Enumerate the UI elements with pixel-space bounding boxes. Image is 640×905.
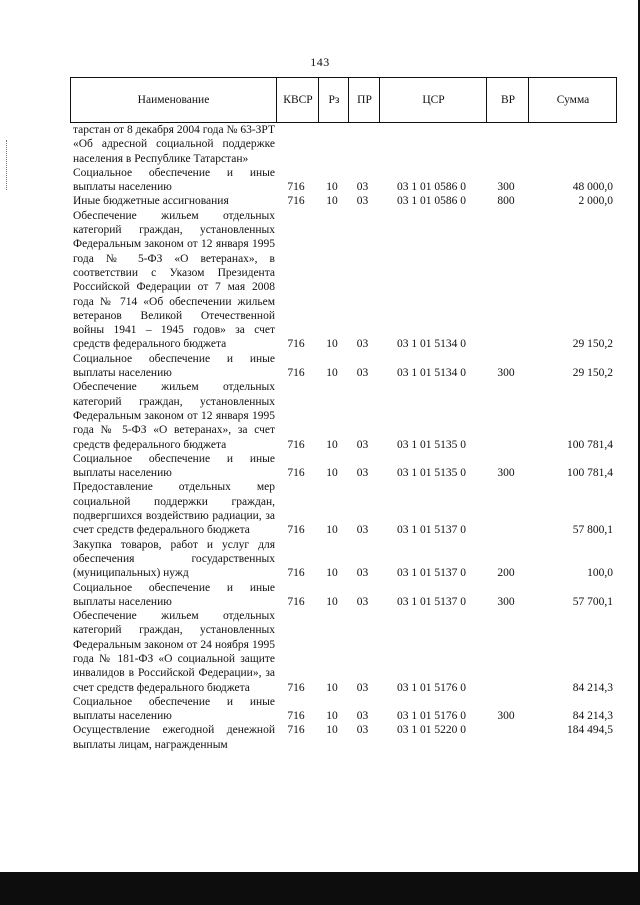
table-row [70,194,617,208]
row-sum: 2 000,0 [578,195,613,208]
row-name: Обеспечение жильем отдельных категорий граждан, установленных Федеральным законом от 12 января 1995 года № 5-ФЗ «О ветеранах», в соответствии с Указом Президента Российской Федерации от 7 мая 2008 года № 714 «Об обеспечении жильем ветеранов Великой Отечественной войны 1941 – 1945 годов» за счет средств федерального бюджета [73,209,275,351]
row-rz: 10 [326,367,338,380]
row-kvsr: 716 [287,467,305,480]
row-rz: 10 [326,195,338,208]
row-pr: 03 [356,724,369,737]
row-kvsr: 716 [287,724,305,737]
row-kvsr: 716 [287,524,305,537]
row-kvsr: 716 [287,195,305,208]
row-csr: 03 1 01 5176 0 [397,710,466,723]
row-pr: 03 [356,567,369,580]
row-rz: 10 [326,595,338,608]
row-name: Обеспечение жильем отдельных категорий граждан, установленных Федеральным законом от 24 ноября 1995 года № 181-ФЗ «О социальной защите инвалидов в Российской Федерации», за счет средств федерального бюджета [73,610,275,694]
row-vr: 800 [497,195,515,208]
row-sum: 184 494,5 [567,724,613,737]
header-kvsr: КВСР [276,78,319,122]
row-name: Социальное обеспечение и иные выплаты населению [73,695,275,723]
row-csr: 03 1 01 5176 0 [397,681,466,694]
row-kvsr: 716 [287,338,305,351]
row-name: Иные бюджетные ассигнования [73,195,229,208]
row-kvsr: 716 [287,181,305,194]
row-vr: 300 [497,181,515,194]
row-rz: 10 [326,710,338,723]
row-pr: 03 [356,710,369,723]
row-sum: 29 150,2 [572,338,613,351]
table-row [70,380,617,451]
row-pr: 03 [356,467,369,480]
row-csr: 03 1 01 5137 0 [397,567,466,580]
row-pr: 03 [356,681,369,694]
header-name: Наименование [137,94,210,106]
table-row [70,538,617,581]
row-csr: 03 1 01 5137 0 [397,595,466,608]
row-rz: 10 [326,467,338,480]
row-sum: 84 214,3 [572,710,613,723]
row-pr: 03 [356,595,369,608]
row-pr: 03 [356,438,369,451]
table-body [70,123,617,752]
row-name: Закупка товаров, работ и услуг для обеспечения государственных (муниципальных) нужд [73,538,275,580]
row-kvsr: 716 [287,438,305,451]
row-sum: 100 781,4 [567,467,613,480]
table-row [70,609,617,695]
row-name: Социальное обеспечение и иные выплаты населению [73,352,275,380]
row-name: Осуществление ежегодной денежной выплаты лицам, награжденным [73,724,275,751]
header-vr: ВР [486,78,529,122]
header-sum: Сумма [528,78,617,122]
row-name: Социальное обеспечение и иные выплаты населению [73,166,275,194]
row-rz: 10 [326,438,338,451]
row-sum: 57 800,1 [572,524,613,537]
row-kvsr: 716 [287,595,305,608]
row-vr: 300 [497,710,515,723]
row-rz: 10 [326,338,338,351]
row-kvsr: 716 [287,367,305,380]
row-vr: 300 [497,467,515,480]
row-sum: 100 781,4 [567,438,613,451]
row-kvsr: 716 [287,567,305,580]
row-csr: 03 1 01 5134 0 [397,338,466,351]
row-vr: 300 [497,367,515,380]
row-kvsr: 716 [287,681,305,694]
table-row [70,695,617,724]
table-row [70,723,617,752]
row-name: Предоставление отдельных мер социальной поддержки граждан, подвергшихся воздействию радиации, за счет средств федерального бюджета [73,481,275,537]
row-csr: 03 1 01 0586 0 [397,181,466,194]
row-pr: 03 [356,181,369,194]
table-row [70,480,617,537]
row-sum: 84 214,3 [572,681,613,694]
row-rz: 10 [326,567,338,580]
scan-margin-mark [6,140,8,190]
scan-bottom-edge [0,872,640,905]
row-pr: 03 [356,195,369,208]
row-csr: 03 1 01 5137 0 [397,524,466,537]
row-rz: 10 [326,681,338,694]
header-csr: ЦСР [379,78,487,122]
row-vr: 200 [497,567,515,580]
row-kvsr: 716 [287,710,305,723]
row-csr: 03 1 01 5134 0 [397,367,466,380]
row-sum: 48 000,0 [572,181,613,194]
table-row [70,166,617,195]
header-rz: Рз [318,78,349,122]
row-rz: 10 [326,724,338,737]
table-row [70,123,617,166]
row-pr: 03 [356,524,369,537]
row-name: тарстан от 8 декабря 2004 года № 63-ЗРТ «Об адресной социальной поддержке населения в Республике Татарстан» [73,124,275,165]
table-row [70,452,617,481]
row-pr: 03 [356,338,369,351]
row-name: Социальное обеспечение и иные выплаты населению [73,581,275,608]
row-sum: 100,0 [587,567,613,580]
row-csr: 03 1 01 0586 0 [397,195,466,208]
table-row [70,209,617,352]
row-sum: 57 700,1 [572,595,613,608]
row-rz: 10 [326,524,338,537]
row-csr: 03 1 01 5135 0 [397,438,466,451]
table-header [70,77,617,123]
row-rz: 10 [326,181,338,194]
row-csr: 03 1 01 5135 0 [397,467,466,480]
row-name: Обеспечение жильем отдельных категорий граждан, установленных Федеральным законом от 12 января 1995 года № 5-ФЗ «О ветеранах», за счет средств федерального бюджета [73,381,275,451]
row-pr: 03 [356,367,369,380]
row-name: Социальное обеспечение и иные выплаты населению [73,452,275,480]
row-sum: 29 150,2 [572,367,613,380]
row-csr: 03 1 01 5220 0 [397,724,466,737]
table-row [70,352,617,381]
row-vr: 300 [497,595,515,608]
table-row [70,581,617,610]
header-pr: ПР [348,78,380,122]
page-number: 143 [310,55,330,69]
